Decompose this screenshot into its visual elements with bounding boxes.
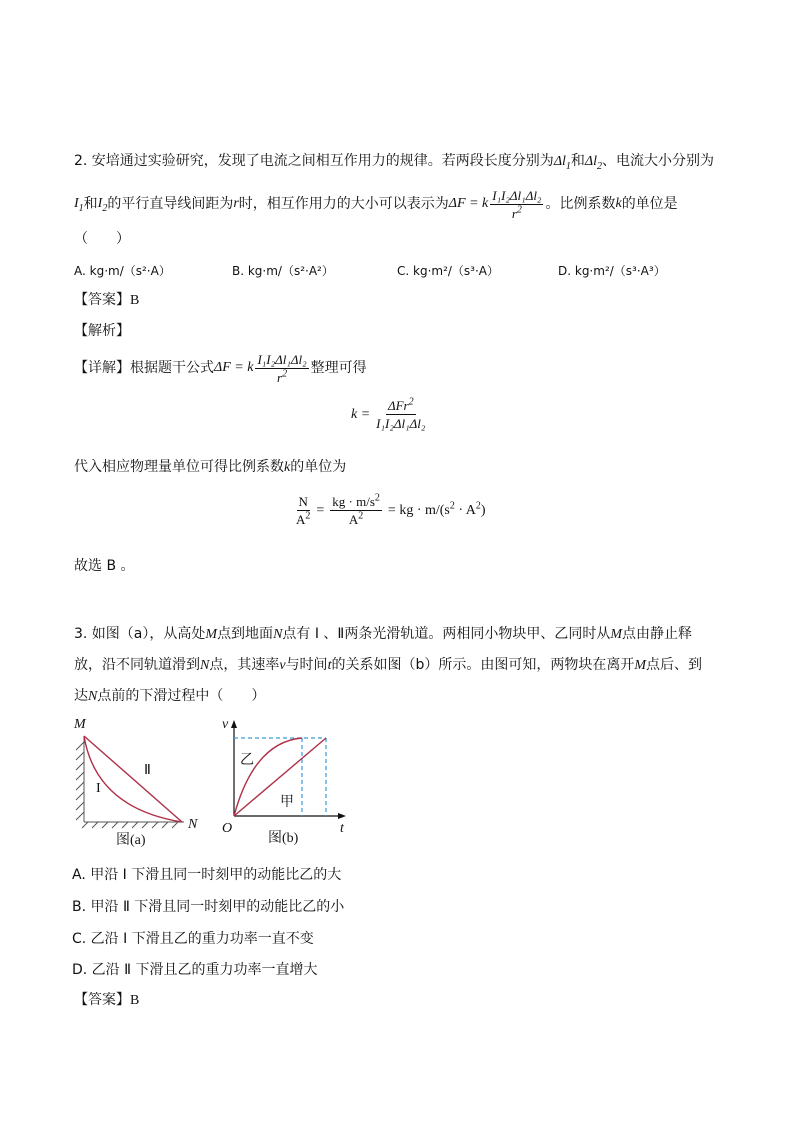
label-M: M [74, 717, 86, 732]
q3-line1-text-a: 3. 如图（a），从高处 [74, 626, 206, 642]
q3-t: t [327, 658, 332, 673]
q2-detail-text-b: 整理可得 [310, 360, 367, 376]
q2-option-a[interactable]: A. kg·m/（s²·A） [74, 264, 171, 278]
q3-line1-text-b: 点到地面 [217, 626, 274, 642]
q2-eq2-kg-fraction [330, 494, 382, 527]
q2-equation-units [294, 494, 486, 527]
q2-formula-numerator: I₁I₂Δl₁Δl₂ [492, 187, 542, 203]
q2-and1: 和 [570, 153, 585, 169]
q3-figure-b [218, 712, 358, 852]
q3-N3: N [88, 689, 98, 704]
q3-line2-text-c: 与时间 [285, 657, 328, 673]
q2-line1-text-a: 2. 安培通过实验研究，发现了电流之间相互作用力的规律。若两段长度分别为 [74, 153, 554, 169]
q3-line-3 [74, 687, 265, 706]
q2-analysis-tag: 【解析】 [74, 323, 130, 339]
q2-detail-formula-lhs: ΔF = k [214, 360, 254, 375]
q2-formula-lhs: ΔF = k [448, 196, 489, 211]
q2-line-2 [74, 186, 678, 222]
q2-line2-text-c: 。比例系数 [545, 196, 616, 212]
q2-dl2: $\Delta l_2$ [584, 154, 603, 172]
q2-detail-tag: 【详解】 [74, 360, 130, 376]
q2-detail-formula-fraction [255, 352, 308, 385]
q3-answer-value: B [130, 993, 140, 1008]
q2-detail-line [74, 350, 367, 386]
q2-eq2-n-numerator: N [298, 494, 308, 509]
label-jia: 甲 [280, 794, 294, 810]
q2-paren: （ ） [74, 231, 130, 247]
q3-v: v [279, 658, 286, 673]
q3-line1-text-c: 点有 Ⅰ 、Ⅱ两条光滑轨道。两相同小物块甲、乙同时从 [282, 626, 611, 642]
q2-option-c[interactable]: C. kg·m²/（s³·A） [397, 264, 500, 278]
q2-detail-formula-numerator: I₁I₂Δl₁Δl₂ [257, 351, 307, 367]
q2-eq2-kg-denominator: $A^2$ [348, 510, 364, 527]
q2-eq1-numerator: ΔFr$^2$ [387, 396, 414, 413]
q3-M3: M [634, 658, 647, 673]
q3-line-1 [74, 625, 692, 644]
q3-option-d[interactable]: D. 乙沿 Ⅱ 下滑且乙的重力功率一直增大 [72, 962, 318, 978]
q3-answer-tag: 【答案】 [74, 992, 130, 1008]
label-axis-v: v [222, 717, 229, 732]
q2-eq2-n-denominator: $A^2$ [296, 510, 311, 527]
axis-t-arrow [338, 813, 346, 819]
q3-option-b[interactable]: B. 甲沿 Ⅱ 下滑且同一时刻甲的动能比乙的小 [72, 899, 345, 915]
q3-option-a[interactable]: A. 甲沿 I 下滑且同一时刻甲的动能比乙的大 [72, 867, 342, 883]
q2-detail-text-a: 根据题干公式 [130, 360, 214, 376]
q2-answer [74, 291, 139, 310]
q2-line2-text-a: 的平行直导线间距为 [107, 196, 234, 212]
label-II: Ⅱ [144, 763, 151, 778]
q2-line1-text-b: 、电流大小分别为 [602, 153, 715, 169]
q2-substitute-text-a: 代入相应物理量单位可得比例系数 [74, 459, 284, 475]
q2-line-1 [74, 152, 714, 171]
track-II [84, 736, 182, 822]
q2-eq1-denominator: I₁I₂Δl₁Δl₂ [376, 416, 426, 431]
q3-line3-text-a: 达 [74, 688, 88, 704]
q3-line2-text-a: 放，沿不同轨道滑到 [74, 657, 200, 673]
label-N: N [188, 817, 198, 832]
q2-k: k [615, 196, 622, 211]
q2-I1: $I_1$ [74, 196, 84, 214]
q2-substitute-k: k [284, 460, 291, 475]
q3-figure-a [68, 712, 218, 852]
q3-line1-text-d: 点由静止释 [622, 626, 692, 642]
q2-I2: $I_2$ [97, 196, 108, 214]
q3-line2-text-b: 点，其速率 [209, 657, 280, 673]
q2-option-b[interactable]: B. kg·m/（s²·A²） [232, 264, 334, 278]
q2-detail-formula-denominator: $r^2$ [277, 368, 288, 385]
q2-eq2-kg-numerator: kg · $m/s^2$ [332, 492, 380, 509]
q3-N2: N [200, 658, 210, 673]
ground-hatching [82, 822, 184, 828]
q3-answer [74, 991, 139, 1010]
q2-substitute-line [74, 458, 346, 477]
label-origin: O [222, 821, 233, 836]
caption-a: 图(a) [116, 833, 146, 848]
q2-dl1: $\Delta l_1$ [553, 154, 571, 172]
label-yi: 乙 [240, 752, 254, 768]
wall-hatching [76, 736, 84, 822]
label-axis-t: t [340, 821, 344, 836]
q3-line2-text-d: 的关系如图（b）所示。由图可知，两物块在离开 [331, 657, 635, 673]
q3-line-2 [74, 656, 702, 675]
q2-line2-text-d: 的单位是 [621, 196, 678, 212]
q2-eq2-rhs: = kg · $m/(s^2 \cdot A^2)$ [387, 499, 486, 518]
caption-b: 图(b) [268, 831, 299, 846]
label-I: I [96, 781, 101, 796]
q3-line2-text-e: 点后、到 [646, 657, 703, 673]
q3-option-c[interactable]: C. 乙沿 I 下滑且乙的重力功率一直不变 [72, 931, 314, 947]
q3-M: M [205, 627, 218, 642]
q2-eq2-equals: = [316, 502, 325, 518]
q2-formula-denominator: $r^2$ [511, 204, 522, 221]
q3-N: N [273, 627, 283, 642]
q2-answer-value: B [130, 293, 140, 308]
q2-r: r [233, 196, 239, 211]
q2-conclusion: 故选 B 。 [74, 558, 135, 574]
q2-line2-text-b: 时，相互作用力的大小可以表示为 [238, 196, 449, 212]
q3-line3-text-b: 点前的下滑过程中（ ） [97, 688, 266, 704]
q2-option-d[interactable]: D. kg·m²/（s³·A³） [558, 264, 666, 278]
q2-answer-tag: 【答案】 [74, 292, 130, 308]
q2-and2: 和 [83, 196, 98, 212]
q2-eq1-fraction [376, 398, 425, 431]
q2-eq1-lhs: k = [351, 406, 371, 422]
q2-substitute-text-b: 的单位为 [290, 459, 347, 475]
axis-v-arrow [231, 720, 237, 728]
q2-equation-k [351, 398, 427, 431]
q2-formula-fraction [490, 188, 543, 221]
q3-M2: M [610, 627, 622, 642]
q2-eq2-n-fraction [296, 494, 310, 527]
